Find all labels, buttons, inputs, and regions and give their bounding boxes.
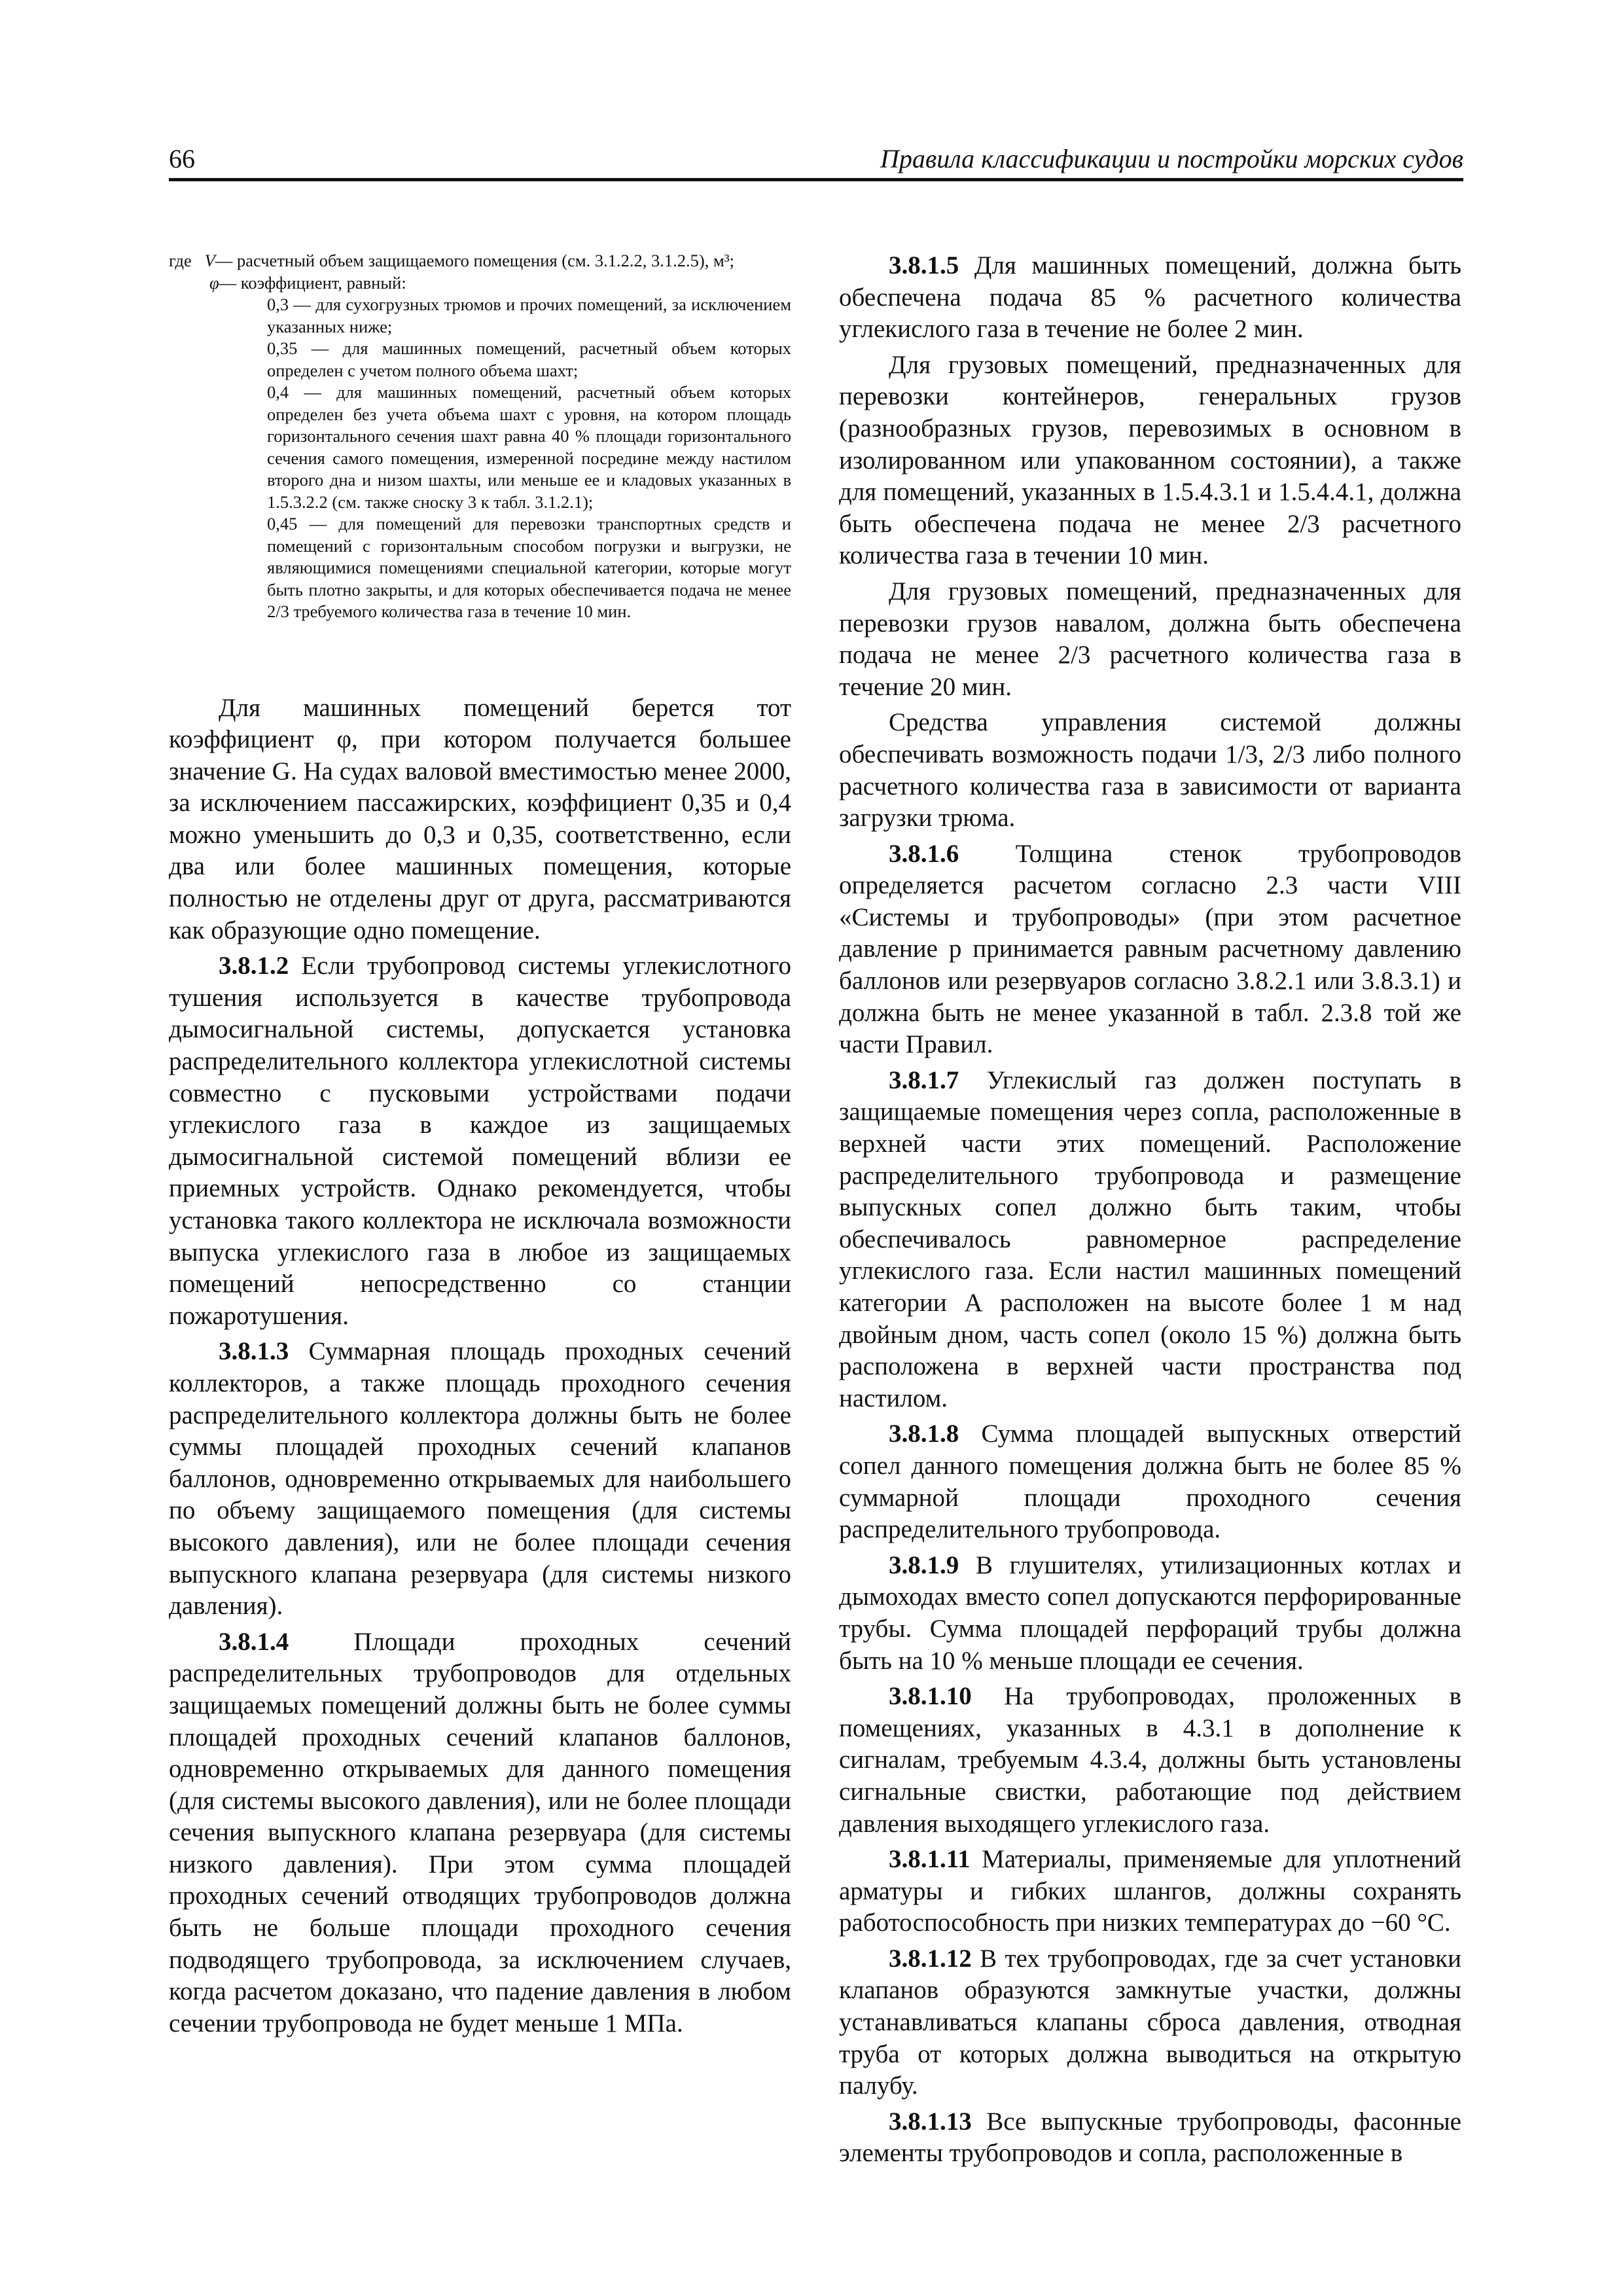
paragraph-3-8-1-5: 3.8.1.5 Для машинных помещений, должна быть обеспечена подача 85 % расчетного количества углекислого газа в течение не более 2 мин. <box>839 251 1461 344</box>
paragraph-3-8-1-10: 3.8.1.10 На трубопроводах, проложенных в помещениях, указанных в 4.3.1 в дополнение к сигналам, требуемым 4.3.4, должны быть установлены сигнальные свистки, работающие под действием давления выходящего углекислого газа. <box>839 1682 1461 1838</box>
section-number: 3.8.1.13 <box>889 2107 972 2136</box>
v-definition-text: — расчетный объем защищаемого помещения (см. 3.1.2.2, 3.1.2.5), м³; <box>215 251 735 270</box>
section-number: 3.8.1.4 <box>219 1627 289 1656</box>
section-number: 3.8.1.9 <box>889 1551 959 1579</box>
formula-definitions <box>169 250 791 623</box>
section-number: 3.8.1.3 <box>219 1337 289 1366</box>
section-number: 3.8.1.5 <box>889 251 959 279</box>
paragraph: Средства управления системой должны обеспечивать возможность подачи 1/3, 2/3 либо полного расчетного количества газа в зависимости от варианта загрузки трюма. <box>839 708 1461 833</box>
page-header <box>169 144 1463 181</box>
phi-definition-text: — коэффициент, равный: <box>219 272 406 293</box>
paragraph-3-8-1-13: 3.8.1.13 Все выпускные трубопроводы, фасонные элементы трубопроводов и сопла, расположенные в <box>839 2107 1461 2168</box>
paragraph-3-8-1-7: 3.8.1.7 Углекислый газ должен поступать в защищаемые помещения через сопла, расположенные в верхней части этих помещений. Расположение распределительного трубопровода и размещение выпускных сопел должно быть таким, чтобы обеспечивалось равномерное распределение углекислого газа. Если настил машинных помещений категории А расположен на высоте более 1 м над двойным дном, часть сопел (около 15 %) должна быть расположена в верхней части пространства под настилом. <box>839 1066 1461 1412</box>
where-label: где <box>169 251 192 270</box>
left-column <box>169 250 791 2043</box>
paragraph-3-8-1-9: 3.8.1.9 В глушителях, утилизационных котлах и дымоходах вместо сопел допускаются перфорированные трубы. Сумма площадей перфораций трубы должна быть на 10 % меньше площади ее сечения. <box>839 1551 1461 1675</box>
section-number: 3.8.1.6 <box>889 839 959 868</box>
phi-symbol: φ <box>209 272 219 293</box>
paragraph-3-8-1-2: 3.8.1.2 Если трубопровод системы углекислотного тушения используется в качестве трубопровода дымосигнальной системы, допускается установка распределительного коллектора углекислотной системы совместно с пусковыми устройствами подачи углекислого газа в каждое из защищаемых дымосигнальной системой помещений вблизи ее приемных устройств. Однако рекомендуется, чтобы установка такого коллектора не исключала возможности выпуска углекислого газа в любое из защищаемых помещений непосредственно со станции пожаротушения. <box>169 952 791 1330</box>
running-title: Правила классификации и постройки морских судов <box>880 144 1463 173</box>
section-number: 3.8.1.2 <box>219 952 289 980</box>
paragraph-3-8-1-6: 3.8.1.6 Толщина стенок трубопроводов определяется расчетом согласно 2.3 части VIII «Системы и трубопроводы» (при этом расчетное давление p принимается равным расчетному давлению баллонов или резервуаров согласно 3.8.2.1 или 3.8.3.1) и должна быть не менее указанной в табл. 2.3.8 той же части Правил. <box>839 839 1461 1059</box>
coefficient-item: 0,3 — для сухогрузных трюмов и прочих помещений, за исключением указанных ниже; <box>267 295 791 336</box>
paragraph-3-8-1-11: 3.8.1.11 Материалы, применяемые для уплотнений арматуры и гибких шлангов, должны сохранять работоспособность при низких температурах до −60 °С. <box>839 1845 1461 1937</box>
coefficient-item: 0,4 — для машинных помещений, расчетный объем которых определен без учета объема шахт с уровня, на котором площадь горизонтального сечения шахт равна 40 % площади горизонтального сечения самого помещения, измеренной посредине между настилом второго дна и низом шахты, или меньше ее и кладовых указанных в 1.5.3.2.2 (см. также сноску 3 к табл. 3.1.2.1); <box>267 382 791 512</box>
paragraph-3-8-1-8: 3.8.1.8 Сумма площадей выпускных отверстий сопел данного помещения должна быть не более 85 % суммарной площади проходного сечения распределительного трубопровода. <box>839 1420 1461 1544</box>
paragraph: Для машинных помещений берется тот коэффициент φ, при котором получается большее значение G. На судах валовой вместимостью менее 2000, за исключением пассажирских, коэффициент 0,35 и 0,4 можно уменьшить до 0,3 и 0,35, соответственно, если два или более машинных помещения, которые полностью не отделены друг от друга, рассматриваются как образующие одно помещение. <box>169 693 791 944</box>
coefficient-list <box>169 294 791 623</box>
section-number: 3.8.1.8 <box>889 1420 959 1448</box>
section-number: 3.8.1.11 <box>889 1845 971 1874</box>
page-number: 66 <box>169 144 195 173</box>
paragraph-3-8-1-4: 3.8.1.4 Площади проходных сечений распределительных трубопроводов для отдельных защищаемых помещений должны быть не более суммы площадей проходных сечений клапанов баллонов, одновременно открываемых для данного помещения (для системы высокого давления), или не более площади сечения выпускного клапана резервуара (для системы низкого давления). При этом сумма площадей проходных сечений отводящих трубопроводов должна быть не больше площади проходного сечения подводящего трубопровода, за исключением случаев, когда расчетом доказано, что падение давления в любом сечении трубопровода не будет меньше 1 МПа. <box>169 1627 791 2037</box>
section-number: 3.8.1.12 <box>889 1944 972 1973</box>
definition-phi <box>169 272 791 295</box>
v-symbol: V <box>204 251 215 270</box>
coefficient-item: 0,45 — для помещений для перевозки транспортных средств и помещений с горизонтальным способом погрузки и выгрузки, не являющимися помещениями специальной категории, которые могут быть плотно закрыты, и для которых обеспечивается подача не менее 2/3 требуемого количества газа в течение 10 мин. <box>267 514 791 621</box>
coefficient-item: 0,35 — для машинных помещений, расчетный объем которых определен с учетом полного объема шахт; <box>267 338 791 380</box>
right-column <box>839 250 1461 2174</box>
section-number: 3.8.1.7 <box>889 1066 959 1094</box>
paragraph: Для грузовых помещений, предназначенных для перевозки грузов навалом, должна быть обеспечена подача не менее 2/3 расчетного количества газа в течение 20 мин. <box>839 577 1461 701</box>
paragraph: Для грузовых помещений, предназначенных для перевозки контейнеров, генеральных грузов (разнообразных грузов, перевозимых в основном в изолированном или упакованном состоянии), а также для помещений, указанных в 1.5.4.3.1 и 1.5.4.4.1, должна быть обеспечена подача не менее 2/3 расчетного количества газа в течении 10 мин. <box>839 350 1461 570</box>
paragraph-3-8-1-3: 3.8.1.3 Суммарная площадь проходных сечений коллекторов, а также площадь проходного сечения распределительного коллектора должны быть не более суммы площадей проходных сечений клапанов баллонов, одновременно открываемых для наибольшего по объему защищаемого помещения (для системы высокого давления), или не более площади сечения выпускного клапана резервуара (для системы низкого давления). <box>169 1337 791 1621</box>
section-number: 3.8.1.10 <box>889 1682 972 1711</box>
paragraph-3-8-1-12: 3.8.1.12 В тех трубопроводах, где за счет установки клапанов образуются замкнутые участки, должны устанавливаться клапаны сброса давления, отводная труба от которых должна выводиться на открытую палубу. <box>839 1944 1461 2100</box>
definition-v <box>169 250 791 272</box>
